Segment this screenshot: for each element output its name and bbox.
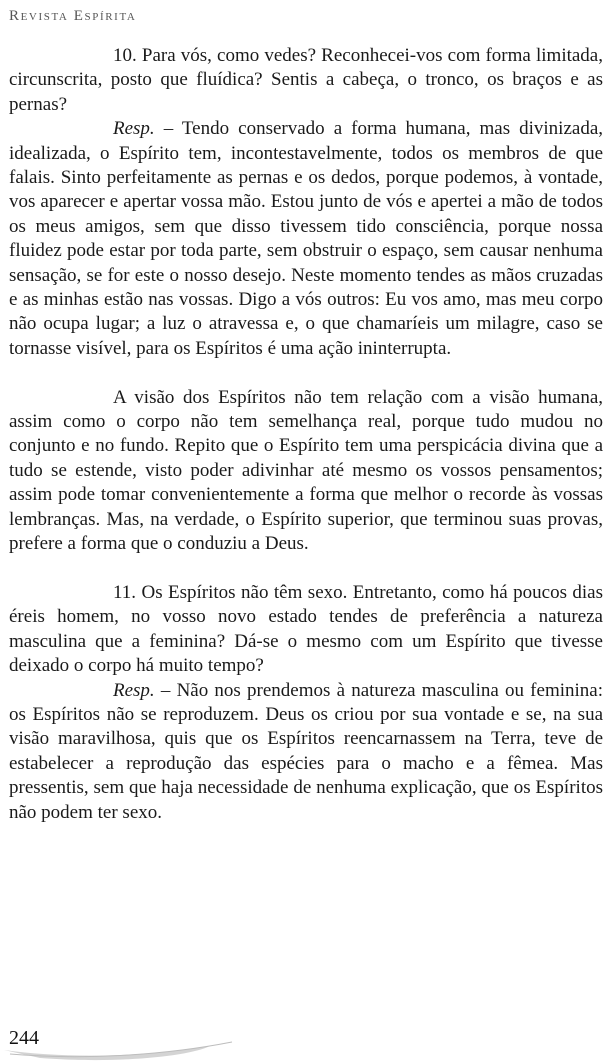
paragraph-text: A visão dos Espíritos não tem relação com a visão humana, assim como o corpo não tem semelhança real, porque tudo mudou no conjunto e no fundo. Repito que o Espírito tem uma perspicácia divina que a tudo se estende, visto poder adivinhar até mesmo os vossos pensamentos; assim pode tomar convenientemente a forma que melhor o recorde às vossas lembranças. Mas, na verdade, o Espírito superior, que terminou suas provas, prefere a forma que o conduziu a Deus.: [9, 386, 603, 555]
paragraph-answer-11: [9, 679, 603, 825]
resp-label: Resp.: [113, 679, 155, 701]
page-footer: [0, 1018, 240, 1062]
paragraph-text: 10. Para vós, como vedes? Reconhecei-vos com forma limitada, circunscrita, posto que fluídica? Sentis a cabeça, o tronco, os braços e as pernas?: [9, 45, 603, 115]
paragraph-text: – Tendo conservado a forma humana, mas divinizada, idealizada, o Espírito tem, incontestavelmente, todos os membros de que falais. Sinto perfeitamente as pernas e os dedos, porque podemos, à vontade, vos aparecer e apertar vossa mão. Estou junto de vós e apertei a mão de todos os meus amigos, sem que disso tivessem tido consciência, porque nossa fluidez pode estar por toda parte, sem obstruir o espaço, sem causar nenhuma sensação, se for este o nosso desejo. Neste momento tendes as mãos cruzadas e as minhas estão nas vossas. Digo a vós outros: Eu vos amo, mas meu corpo não ocupa lugar; a luz o atravessa e, o que chamaríeis um milagre, caso se tornasse visível, para os Espíritos é uma ação ininterrupta.: [9, 118, 603, 359]
page-number: 244: [9, 1027, 39, 1049]
paragraph-text: 11. Os Espíritos não têm sexo. Entretanto, como há poucos dias éreis homem, no vosso novo estado tendes de preferência a natureza masculina que a feminina? Dá-se o mesmo com um Espírito que tivesse deixado o corpo há muito tempo?: [9, 581, 603, 677]
page-body: [9, 44, 603, 825]
paragraph-text: – Não nos prendemos à natureza masculina ou feminina: os Espíritos não se reproduzem. Deus os criou por sua vontade e se, na sua visão maravilhosa, quis que os Espíritos reencarnassem na Terra, teve de estabelecer a reprodução das espécies para o macho e a fêmea. Mas pressentis, sem que haja necessidade de nenhuma explicação, que os Espíritos não podem ter sexo.: [9, 679, 603, 823]
paragraph-question-10: [9, 44, 603, 117]
paragraph-vision: [9, 386, 603, 557]
running-header: Revista Espírita: [9, 8, 137, 24]
paragraph-answer-10: [9, 117, 603, 361]
paragraph-question-11: [9, 581, 603, 679]
resp-label: Resp.: [113, 118, 155, 140]
